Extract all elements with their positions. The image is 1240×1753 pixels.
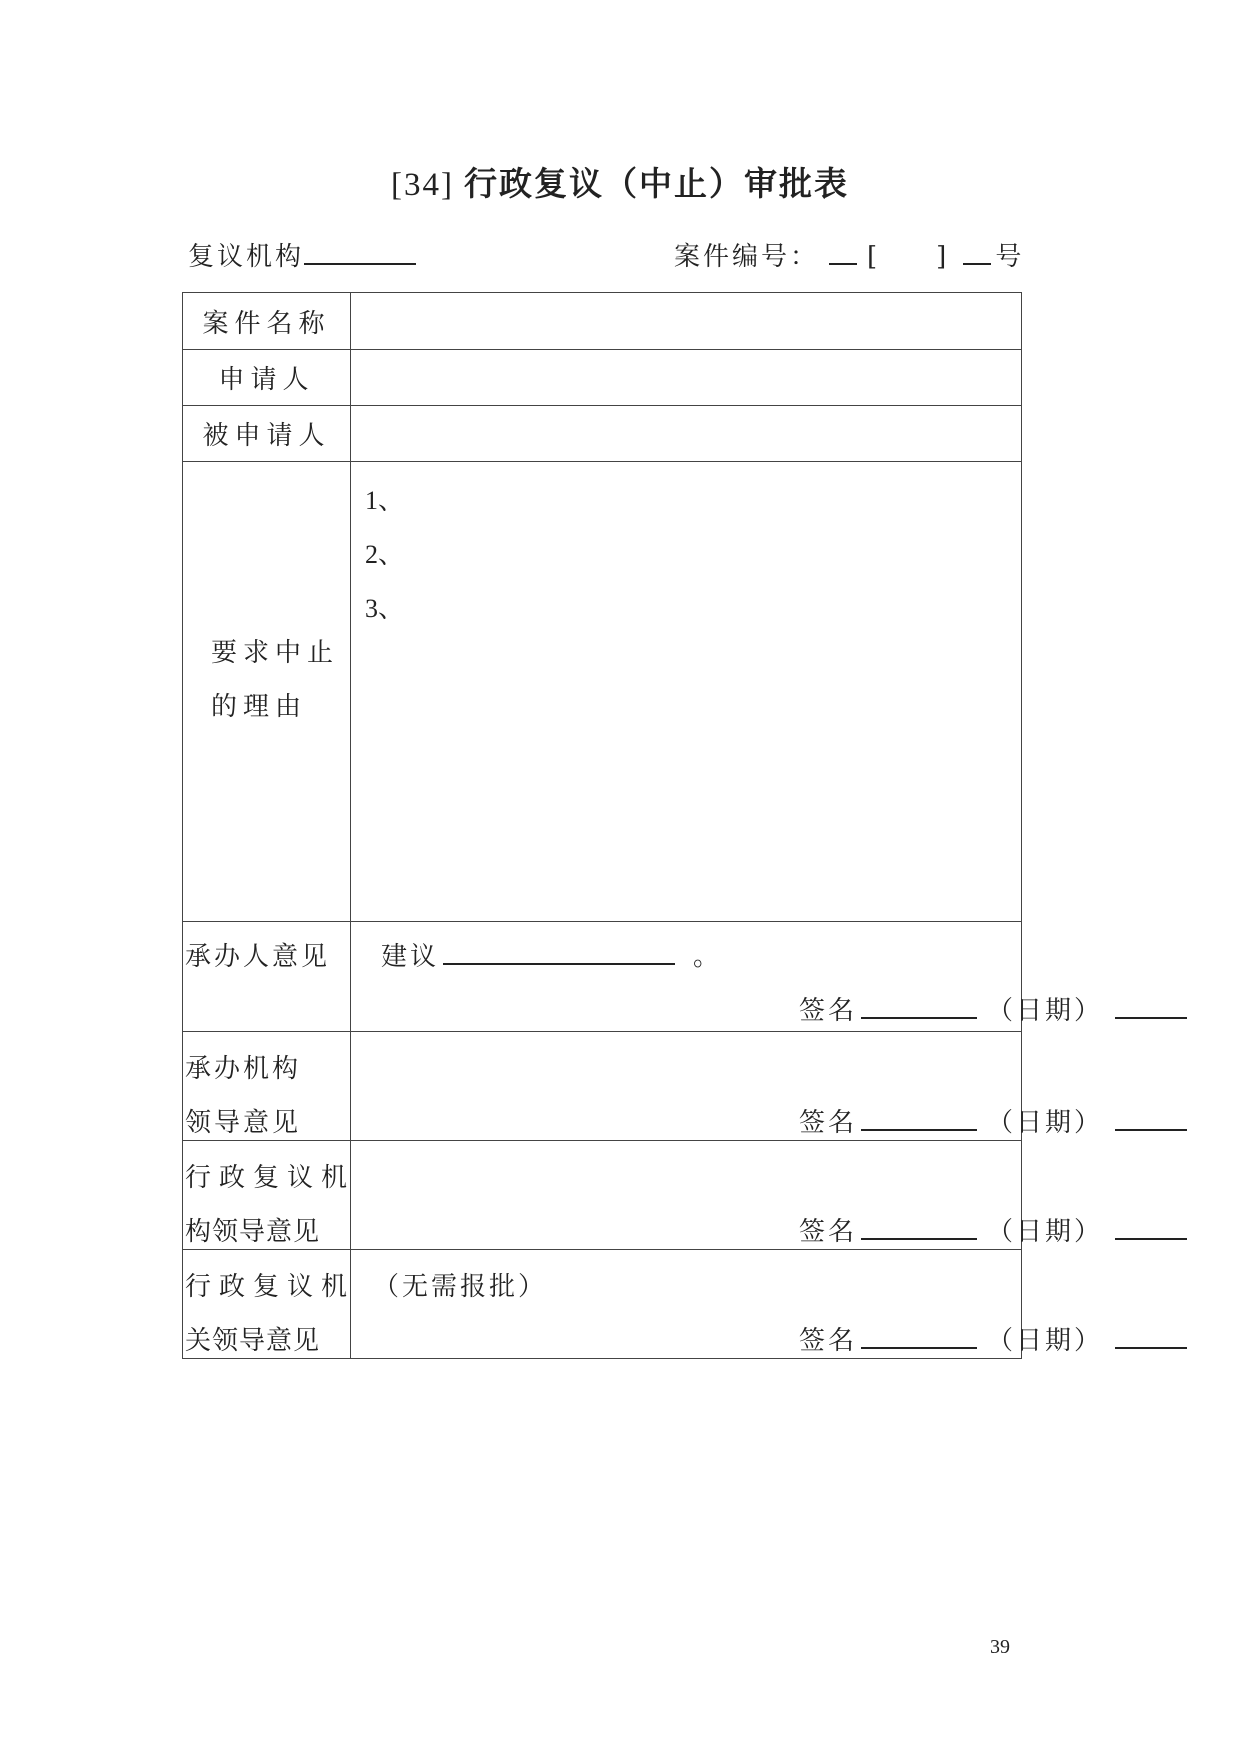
bracket-open: [ [867, 242, 881, 272]
row-respondent [183, 405, 1021, 461]
approval-table [182, 292, 1104, 1359]
respondent-value[interactable] [351, 406, 1021, 461]
org-leader-value [351, 1141, 1104, 1249]
date-label: （日期） [987, 996, 1104, 1026]
case-name-label: 案件名称 [183, 293, 351, 349]
row-org-leader [183, 1140, 1104, 1249]
authority-leader-signature [799, 1320, 1187, 1357]
handler-label [183, 922, 351, 1031]
case-number-blank-1[interactable] [829, 239, 857, 265]
case-number-suffix: 号 [995, 242, 1025, 272]
date-label: （日期） [987, 1326, 1104, 1356]
dept-leader-label [183, 1032, 351, 1140]
row-authority-leader [183, 1249, 1104, 1358]
applicant-value[interactable] [351, 350, 1021, 405]
agency-field [188, 236, 416, 273]
reason-item-3: 3、 [365, 594, 405, 623]
reason-label-line1: 要求中止 [211, 638, 340, 668]
agency-blank[interactable] [304, 239, 416, 265]
handler-value [351, 922, 1104, 1031]
date-label: （日期） [987, 1108, 1104, 1138]
date-blank[interactable] [1115, 993, 1187, 1019]
row-handler [183, 921, 1104, 1031]
org-leader-signature [799, 1211, 1187, 1248]
case-name-value[interactable] [351, 293, 1021, 349]
form-title: 行政复议（中止）审批表 [463, 164, 849, 203]
sign-label: 签名 [799, 996, 858, 1026]
authority-leader-label-line1: 行政复议机 [185, 1272, 356, 1302]
dept-leader-label-line1: 承办机构 [185, 1054, 302, 1084]
sign-label: 签名 [799, 1217, 858, 1247]
respondent-label: 被申请人 [183, 406, 351, 461]
dept-leader-signature [799, 1102, 1187, 1139]
org-leader-label-line1: 行政复议机 [185, 1163, 356, 1193]
suggest-label: 建议 [381, 942, 440, 972]
handler-signature [799, 990, 1187, 1027]
no-approval-note: （无需报批） [373, 1272, 548, 1302]
date-label: （日期） [987, 1217, 1104, 1247]
sign-blank[interactable] [861, 1214, 977, 1240]
reason-label [183, 462, 351, 921]
page-number: 39 [990, 1636, 1010, 1658]
authority-leader-label [183, 1250, 356, 1358]
row-dept-leader [183, 1031, 1104, 1140]
reason-label-line2: 的理由 [211, 692, 308, 722]
case-number-field [674, 236, 1024, 273]
date-blank[interactable] [1115, 1105, 1187, 1131]
dept-leader-label-line2: 领导意见 [185, 1108, 302, 1138]
suggest-blank[interactable] [443, 939, 675, 965]
handler-label-text: 承办人意见 [185, 942, 331, 972]
case-number-label: 案件编号： [674, 242, 820, 272]
bracket-close: ] [936, 242, 950, 272]
row-case-name [183, 293, 1021, 349]
row-reason [183, 461, 1021, 921]
handler-suggestion [381, 936, 722, 973]
authority-leader-label-line2: 关领导意见 [185, 1326, 321, 1356]
agency-label: 复议机构 [188, 242, 305, 272]
date-blank[interactable] [1115, 1323, 1187, 1349]
form-number: [34] [391, 167, 454, 203]
reason-item-1: 1、 [365, 486, 405, 515]
reason-value[interactable] [351, 462, 1021, 921]
suggest-period: 。 [693, 942, 723, 972]
reason-item-2: 2、 [365, 540, 405, 569]
sign-label: 签名 [799, 1326, 858, 1356]
sign-blank[interactable] [861, 993, 977, 1019]
sign-label: 签名 [799, 1108, 858, 1138]
page-title [0, 158, 1240, 205]
applicant-label: 申请人 [183, 350, 351, 405]
org-leader-label-line2: 构领导意见 [185, 1217, 321, 1247]
sign-blank[interactable] [861, 1323, 977, 1349]
row-applicant [183, 349, 1021, 405]
org-leader-label [183, 1141, 356, 1249]
date-blank[interactable] [1115, 1214, 1187, 1240]
authority-leader-value [351, 1250, 1104, 1358]
dept-leader-value [351, 1032, 1104, 1140]
case-number-blank-2[interactable] [963, 239, 991, 265]
sign-blank[interactable] [861, 1105, 977, 1131]
